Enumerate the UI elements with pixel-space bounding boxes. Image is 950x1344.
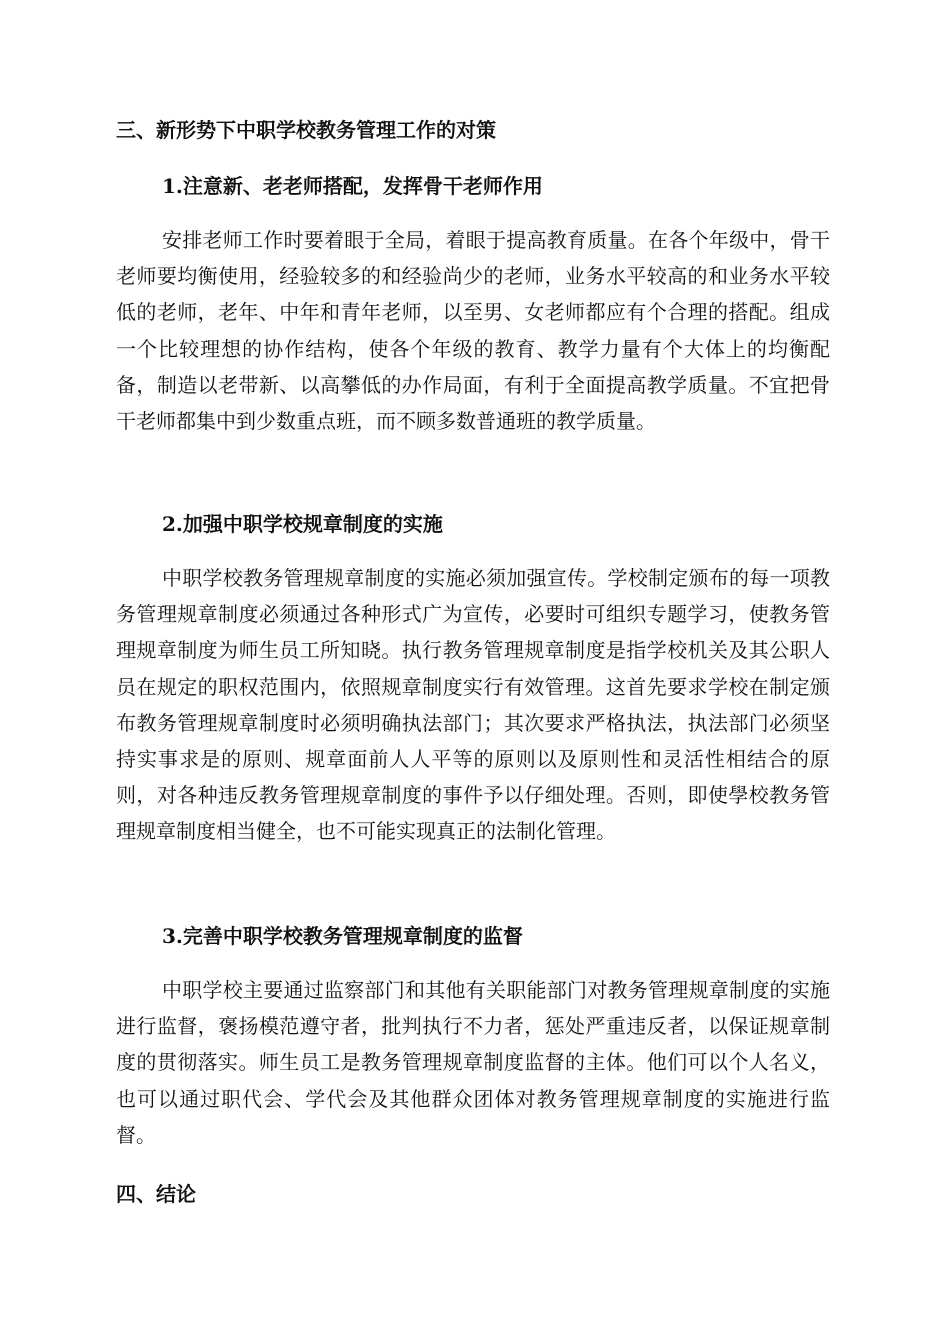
section-4-heading: 四、结论 [116, 1182, 196, 1206]
paragraph-3: 中职学校主要通过监察部门和其他有关职能部门对教务管理规章制度的实施进行监督，褒扬模范遵守者，批判执行不力者，惩处严重违反者，以保证规章制度的贯彻落实。师生员工是教务管理规章制度监督的主体。他们可以个人名义，也可以通过职代会、学代会及其他群众团体对教务管理规章制度的实施进行监督。 [116, 978, 830, 1147]
paragraph-2: 中职学校教务管理规章制度的实施必须加强宣传。学校制定颁布的每一项教务管理规章制度必须通过各种形式广为宣传，必要时可组织专题学习，使教务管理规章制度为师生员工所知晓。执行教务管理规章制度是指学校机关及其公职人员在规定的职权范围内，依照规章制度实行有效管理。这首先要求学校在制定颁布教务管理规章制度时必须明确执法部门；其次要求严格执法，执法部门必须坚持实事求是的原则、规章面前人人平等的原则以及原则性和灵活性相结合的原则，对各种违反教务管理规章制度的事件予以仔细处理。否则，即使學校教务管理规章制度相当健全，也不可能实现真正的法制化管理。 [116, 566, 830, 844]
subsection-2-heading: 2.加强中职学校规章制度的实施 [162, 512, 443, 536]
section-3-heading: 三、新形势下中职学校教务管理工作的对策 [116, 118, 496, 142]
subsection-1-heading: 1.注意新、老老师搭配，发挥骨干老师作用 [162, 174, 543, 198]
subsection-3-heading: 3.完善中职学校教务管理规章制度的监督 [162, 924, 523, 948]
paragraph-1: 安排老师工作时要着眼于全局，着眼于提高教育质量。在各个年级中，骨干老师要均衡使用，经验较多的和经验尚少的老师，业务水平较高的和业务水平较低的老师，老年、中年和青年老师，以至男、女老师都应有个合理的搭配。组成一个比较理想的协作结构，使各个年级的教育、教学力量有个大体上的均衡配备，制造以老带新、以高攀低的办作局面，有利于全面提高教学质量。不宜把骨干老师都集中到少数重点班，而不顾多数普通班的教学质量。 [116, 228, 830, 434]
